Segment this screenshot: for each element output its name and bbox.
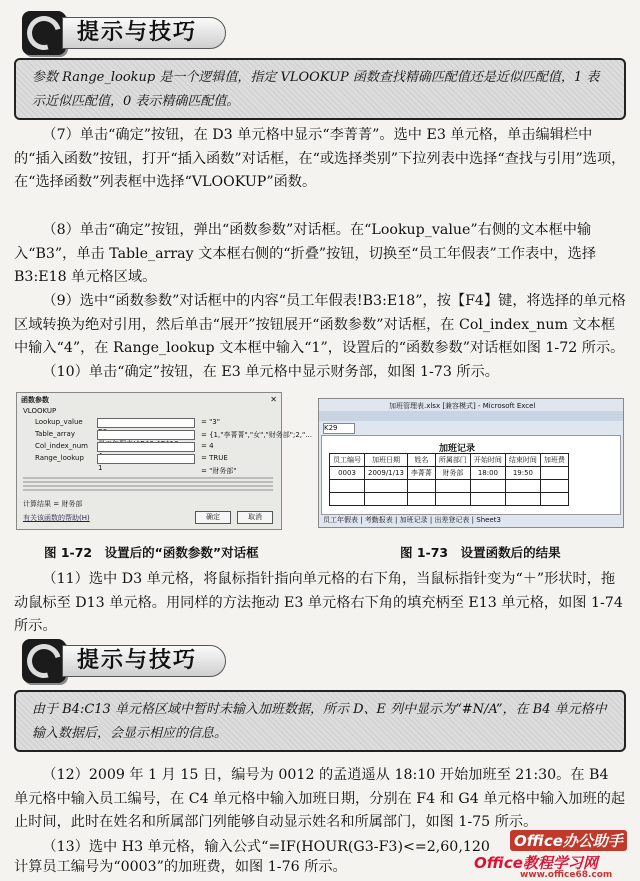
tab-sheet[interactable]: 出差登记表 (434, 516, 470, 524)
function-name: VLOOKUP (23, 407, 57, 415)
figure-caption: 图 1-73 设置函数后的结果 (400, 545, 561, 560)
tip-header (22, 14, 226, 52)
table-row (330, 480, 569, 493)
tip-title: 提示与技巧 (62, 17, 226, 49)
dialog-description (23, 477, 273, 491)
table-row (330, 493, 569, 506)
figure-caption: 图 1-72 设置后的“函数参数”对话框 (44, 545, 259, 560)
calc-result: 计算结果 = 财务部 (23, 500, 83, 508)
sheet-tabs[interactable]: 员工年假表 | 考勤报表 | 加班记录 | 出差登记表 | Sheet3 (323, 516, 501, 524)
step-11: （11）选中 D3 单元格，将鼠标指针指向单元格的右下角，当鼠标指针变为“＋”形状时，拖动鼠标至 D13 单元格。用同样的方法拖动 E3 单元格右下角的填充柄至 E13 单元格，如图 1-74 所示。 (14, 571, 623, 634)
figure-1-72-dialog: 函数参数 ✕ VLOOKUP Lookup_value = "3" Table_array = {1,"李菁菁","女","财务部";2,"... Col_index_num = 4 Range_lookup 1 = TRUE = "财务部" 计算结果 = 财务部 有关该函数的帮助(H) 确定 取消 (16, 392, 282, 530)
tab-sheet[interactable]: 加班记录 (399, 516, 428, 524)
step-8: （8）单击“确定”按钮，弹出“函数参数”对话框。在“Lookup_value”右侧的文本框中输入“B3”，单击 Table_array 文本框右侧的“折叠”按钮，切换至“员工年假表”工作表中，选择 B3:E18 单元格区域。 (14, 222, 597, 285)
step-10: （10）单击“确定”按钮，在 E3 单元格中显示财务部，如图 1-73 所示。 (42, 364, 499, 380)
param-input[interactable] (97, 430, 195, 440)
tip-box (14, 58, 626, 120)
ok-button[interactable]: 确定 (195, 511, 231, 524)
param-input[interactable] (97, 442, 195, 452)
param-label: Lookup_value (35, 418, 83, 426)
step-13: （13）选中 H3 单元格，输入公式“=IF(HOUR(G3-F3)<=2,60,120 (42, 839, 490, 855)
step-13-continued: 计算员工编号为“0003”的加班费，如图 1-76 所示。 (14, 859, 347, 875)
name-box[interactable]: K29 (323, 423, 355, 434)
tab-sheet[interactable]: 考勤报表 (364, 516, 393, 524)
tip-text: 参数 Range_lookup 是一个逻辑值，指定 VLOOKUP 函数查找精确匹配值还是近似匹配值，1 表示近似匹配值，0 表示精确匹配值。 (32, 70, 600, 109)
param-label: Range_lookup (35, 454, 84, 462)
cancel-button[interactable]: 取消 (237, 511, 273, 524)
close-icon[interactable]: ✕ (270, 395, 277, 404)
window-title: 加班管理表.xlsx [兼容模式] - Microsoft Excel (389, 402, 536, 410)
param-input[interactable] (97, 418, 195, 428)
step-12: （12）2009 年 1 月 15 日，编号为 0012 的孟逍遥从 18:10 开始加班至 21:30。在 B4 单元格中输入员工编号，在 C4 单元格中输入加班日期，分别在 F4 和 G4 单元格中输入加班的起止时间，此时在姓名和所属部门列能够自动显示姓名和所属部门，如图 1-75 所示。 (14, 767, 626, 830)
param-label: Table_array (35, 430, 75, 438)
step-9: （9）选中“函数参数”对话框中的内容“员工年假表!B3:E18”，按【F4】键，将选择的单元格区域转换为绝对引用，然后单击“展开”按钮展开“函数参数”对话框，在 Col_index_num 文本框中输入“4”，在 Range_lookup 文本框中输入“1”，设置后的“函数参数”对话框如图 1-72 所示。 (14, 293, 626, 356)
watermark-logo: Office办公助手 (510, 830, 627, 851)
tip-title: 提示与技巧 (62, 645, 226, 677)
figure-1-73-excel (318, 398, 624, 528)
sheet-title: 加班记录 (439, 444, 476, 454)
ribbon-tabs[interactable] (319, 411, 623, 421)
tip-box (14, 690, 626, 752)
data-table (329, 453, 569, 506)
tip-text: 由于 B4:C13 单元格区域中暂时未输入加班数据，所示 D、E 列中显示为“#N/A”，在 B4 单元格中输入数据后，会显示相应的信息。 (32, 702, 607, 741)
help-link[interactable]: 有关该函数的帮助(H) (23, 514, 90, 522)
watermark-url: www.office68.com (520, 870, 613, 880)
tip-logo-icon (22, 11, 66, 55)
tip-header (22, 642, 226, 680)
table-row: 员工编号 加班日期 姓名 所属部门 开始时间 结束时间 加班费 (330, 454, 569, 467)
step-7: （7）单击“确定”按钮，在 D3 单元格中显示“李菁菁”。选中 E3 单元格，单击编辑栏中的“插入函数”按钮，打开“插入函数”对话框，在“或选择类别”下拉列表中选择“查找与引用”选项，在“选择函数”列表框中选择“VLOOKUP”函数。 (14, 127, 626, 190)
dialog-title: 函数参数 (21, 396, 49, 404)
tab-sheet[interactable]: 员工年假表 (323, 516, 358, 524)
table-row: 0003 2009/1/13 李菁菁 财务部 18:00 19:50 (330, 467, 569, 480)
tab-sheet[interactable]: Sheet3 (476, 516, 501, 524)
watermark-site: Office教程学习网 (474, 854, 598, 872)
param-input[interactable]: 1 (97, 454, 195, 464)
tip-logo-icon (22, 639, 66, 683)
param-label: Col_index_num (35, 442, 88, 450)
